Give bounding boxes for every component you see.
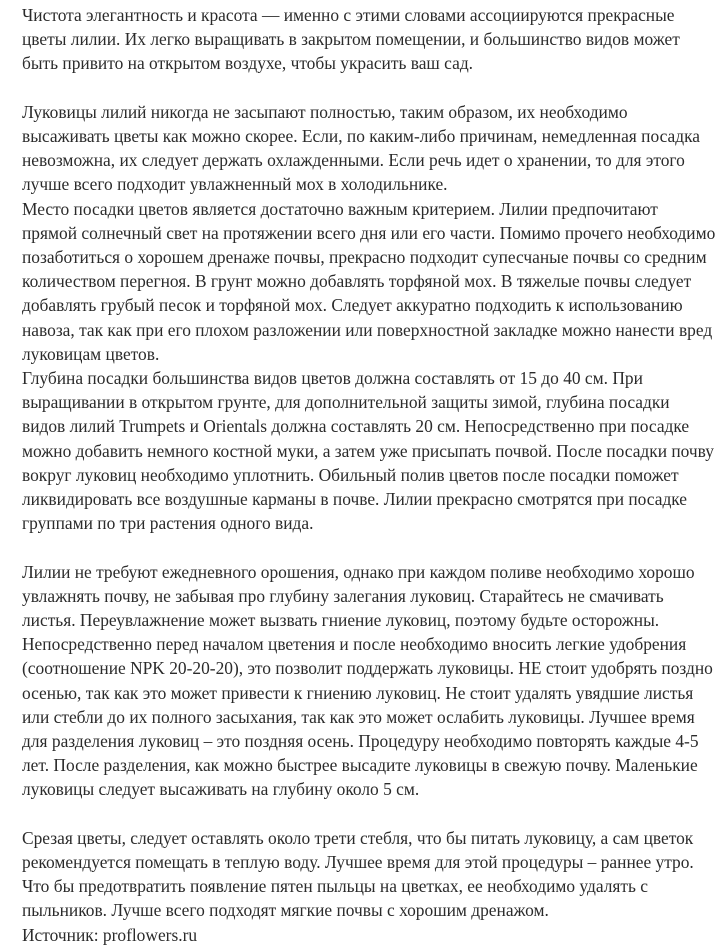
- paragraph-planting-site: Место посадки цветов является достаточно важным критерием. Лилии предпочитают прямой солнечный свет на протяжении всего дня или его части. Помимо прочего необходимо позаботиться о хорошем дренаже почвы, прекрасно подходит супесчаные почвы со средним количеством перегноя. В грунт можно добавлять торфяной мох. В тяжелые почвы следует добавлять грубый песок и торфяной мох. Следует аккуратно подходить к использованию навоза, так как при его плохом разложении или поверхностной закладке можно нанести вред луковицам цветов.: [22, 198, 716, 364]
- paragraph-bulbs-storage: Луковицы лилий никогда не засыпают полностью, таким образом, их необходимо высаживать цветы как можно скорее. Если, по каким-либо причинам, немедленная посадка невозможна, их следует держать охлажденными. Если речь идет о хранении, то для этого лучше всего подходит увлажненный мох в холодильнике.: [22, 101, 700, 195]
- paragraph-cutting-flowers: Срезая цветы, следует оставлять около трети стебля, что бы питать луковицу, а сам цветок рекомендуется помещать в теплую воду. Лучшее время для этой процедуры – раннее утро. Что бы предотвратить появление пятен пыльцы на цветках, ее необходимо удалять с пыльников. Лучше всего подходят мягкие почвы с хорошим дренажом.: [22, 827, 694, 921]
- source-credit: Источник: proflowers.ru: [22, 924, 198, 945]
- paragraph-intro: Чистота элегантность и красота — именно с этими словами ассоциируются прекрасные цветы лилии. Их легко выращивать в закрытом помещении, и большинство видов может быть привито на открытом воздухе, чтобы украсить ваш сад.: [22, 5, 680, 74]
- paragraph-planting-depth: Глубина посадки большинства видов цветов должна составлять от 15 до 40 см. При выращивании в открытом грунте, для дополнительной защиты зимой, глубина посадки видов лилий Trumpets и Orientals должна составлять 20 см. Непосредственно при посадке можно добавить немного костной муки, а затем уже присыпать почвой. После посадки почву вокруг луковиц необходимо уплотнить. Обильный полив цветов после посадки поможет ликвидировать все воздушные карманы в почве. Лилии прекрасно смотрятся при посадке группами по три растения одного вида.: [22, 368, 714, 534]
- paragraph-watering-care: Лилии не требуют ежедневного орошения, однако при каждом поливе необходимо хорошо увлажнять почву, не забывая про глубину залегания луковиц. Старайтесь не смачивать листья. Переувлажнение может вызвать гниение луковиц, поэтому будьте осторожны. Непосредственно перед началом цветения и после необходимо вносить легкие удобрения (соотношение NPK 20-20-20), это позволит поддержать луковицы. НЕ стоит удобрять поздно осенью, так как это может привести к гниению луковиц. Не стоит удалять увядшие листья или стебли до их полного засыхания, так как это может ослабить луковицы. Лучшее время для разделения луковиц – это поздняя осень. Процедуру необходимо повторять каждые 4-5 лет. После разделения, как можно быстрее высадите луковицы в свежую почву. Маленькие луковицы следует высаживать на глубину около 5 см.: [22, 561, 713, 800]
